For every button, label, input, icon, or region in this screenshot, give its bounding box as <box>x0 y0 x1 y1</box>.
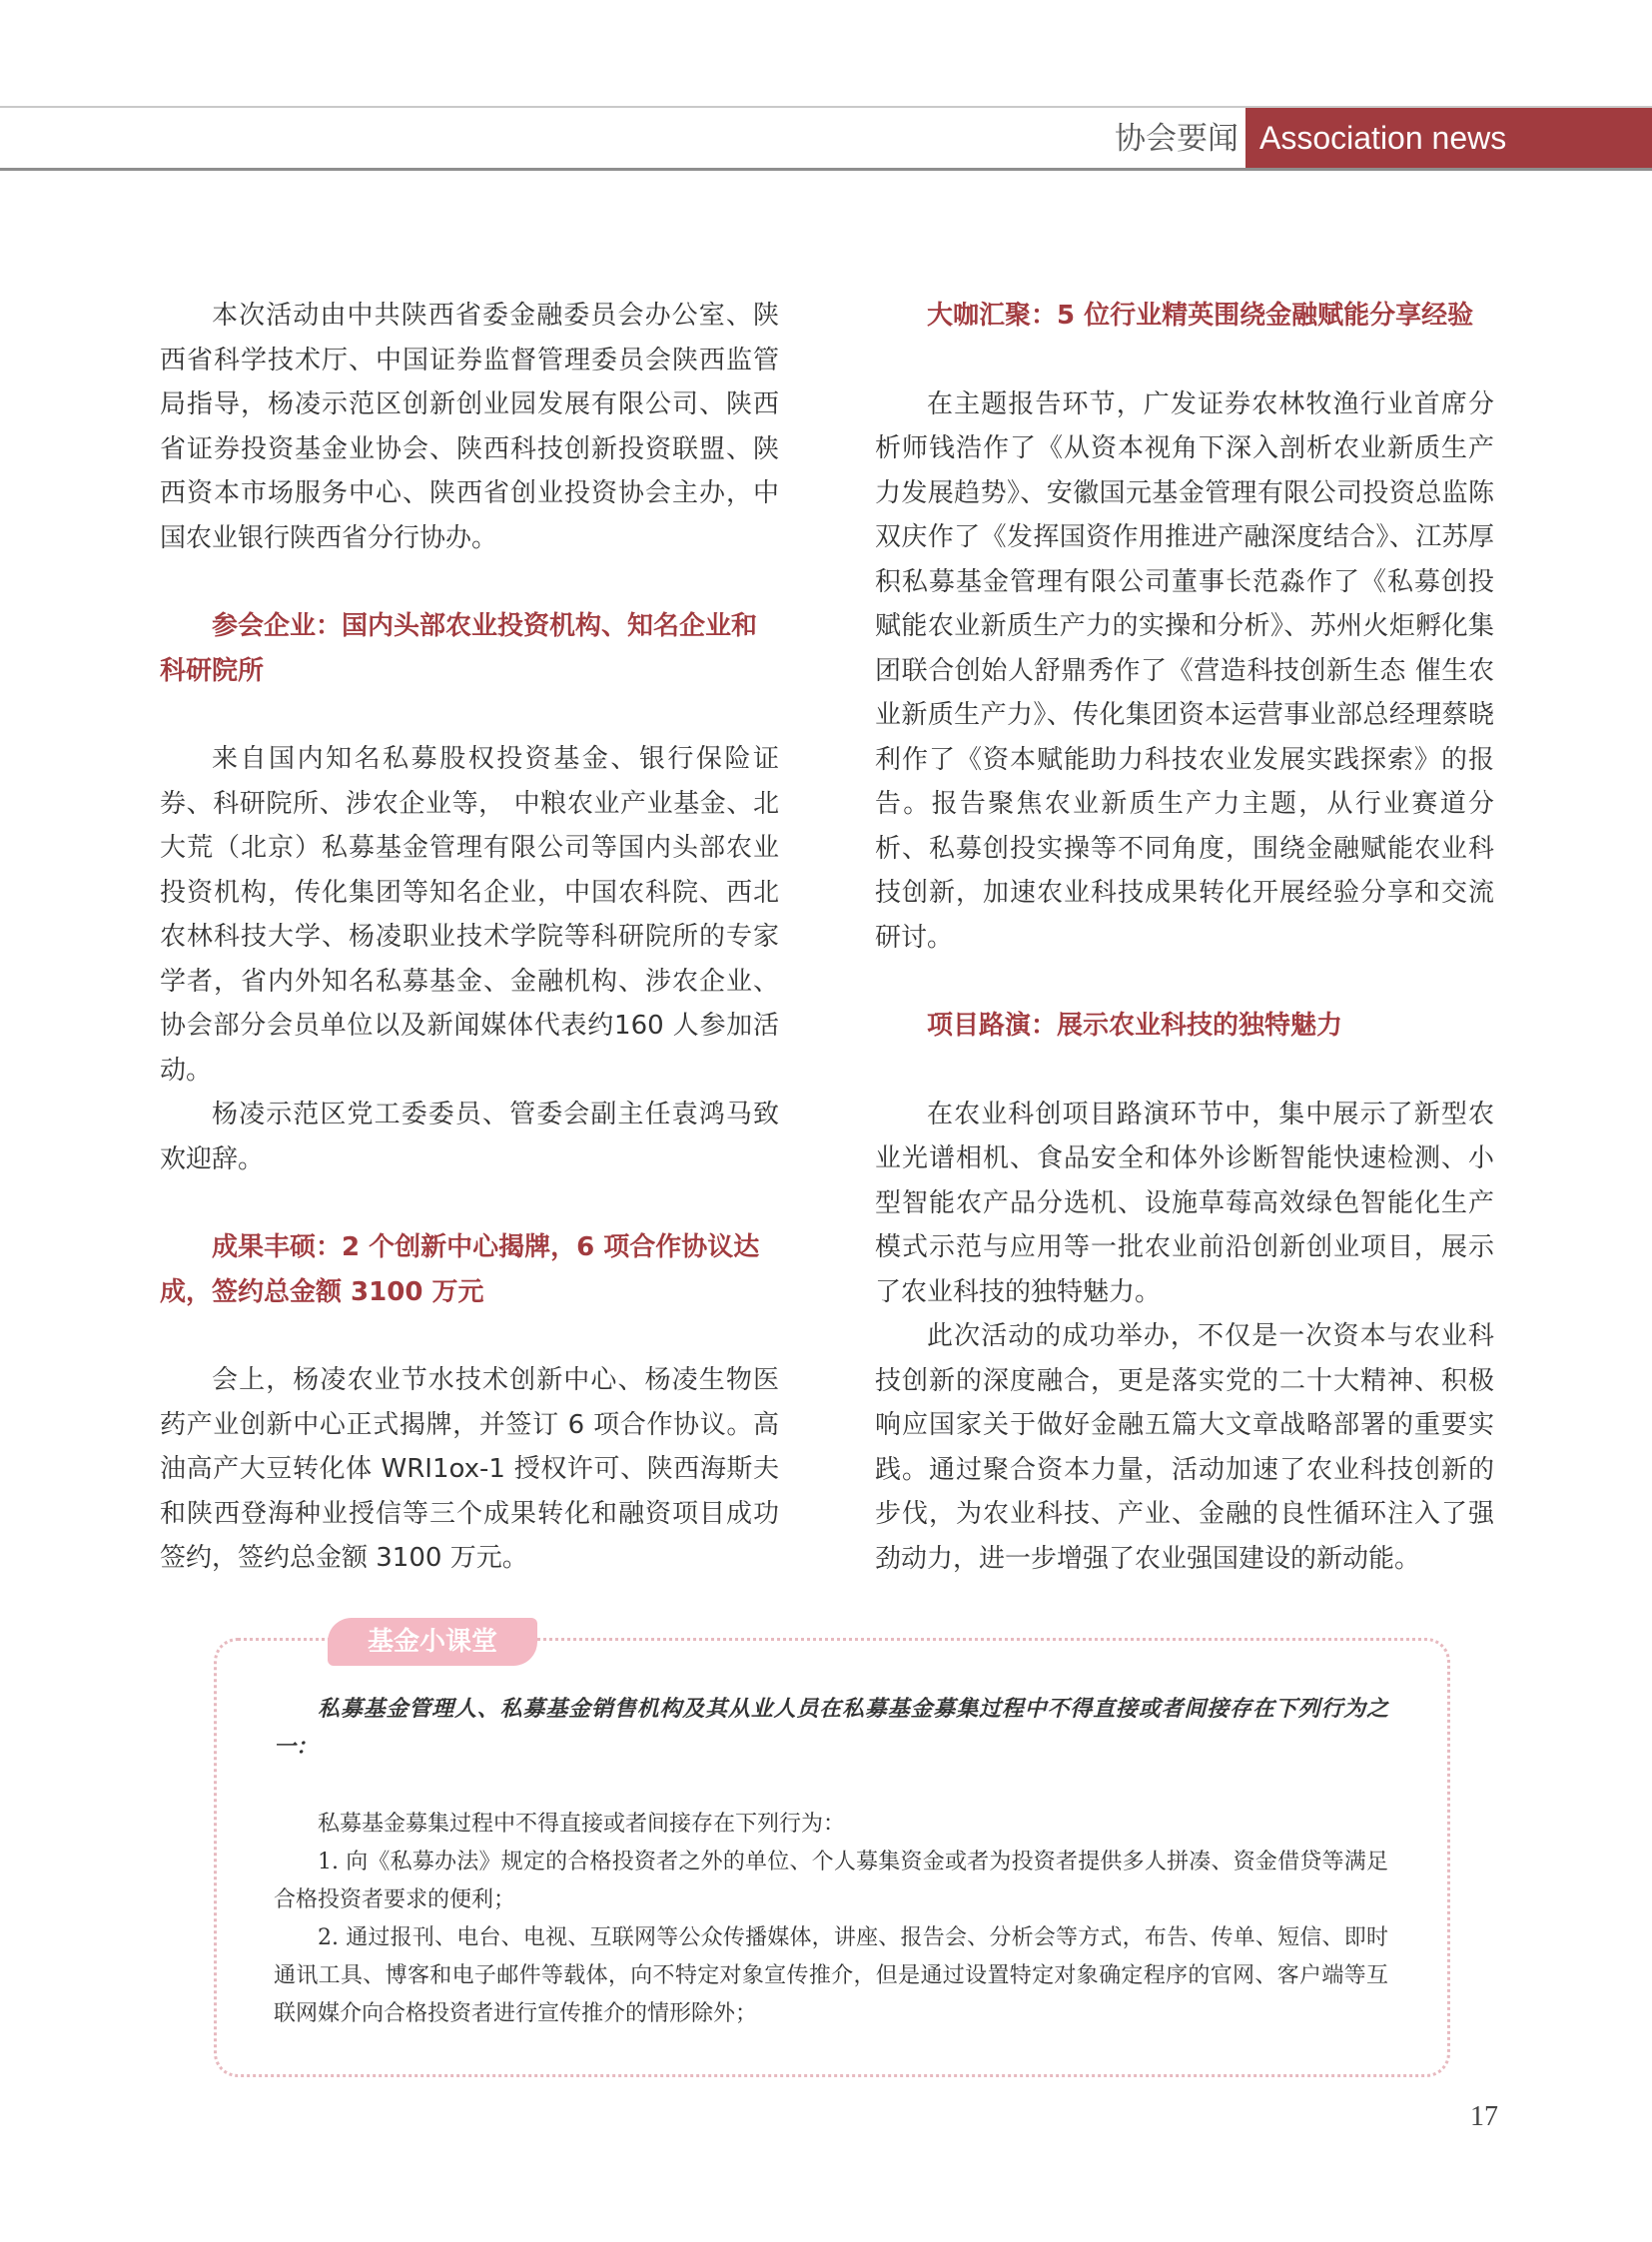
right-column <box>875 294 1494 1581</box>
spacer <box>160 1314 779 1358</box>
paragraph: 此次活动的成功举办，不仅是一次资本与农业科技创新的深度融合，更是落实党的二十大精神、积极响应国家关于做好金融五篇大文章战略部署的重要实践。通过聚合资本力量，活动加速了农业科技创新的步伐，为农业科技、产业、金融的良性循环注入了强劲动力，进一步增强了农业强国建设的新动能。 <box>875 1321 1494 1574</box>
paragraph: 本次活动由中共陕西省委金融委员会办公室、陕西省科学技术厅、中国证券监督管理委员会陕西监管局指导，杨凌示范区创新创业园发展有限公司、陕西省证券投资基金业协会、陕西科技创新投资联盟、陕西资本市场服务中心、陕西省创业投资协会主办，中国农业银行陕西省分行协办。 <box>160 301 779 553</box>
paragraph: 会上，杨凌农业节水技术创新中心、杨凌生物医药产业创新中心正式揭牌，并签订 6 项合作协议。高油高产大豆转化体 WRI1ox-1 授权许可、陕西海斯夫和陕西登海种业授信等三个成果转化和融资项目成功签约，签约总金额 3100 万元。 <box>160 1365 779 1573</box>
section-heading: 大咖汇聚：5 位行业精英围绕金融赋能分享经验 <box>927 301 1474 331</box>
section-heading: 参会企业：国内头部农业投资机构、知名企业和科研院所 <box>160 611 758 686</box>
list-item: 私募基金募集过程中不得直接或者间接存在下列行为： <box>318 1812 846 1837</box>
page-number: 17 <box>1470 2101 1498 2132</box>
paragraph: 来自国内知名私募股权投资基金、银行保险证券、科研院所、涉农企业等， 中粮农业产业基金、北大荒（北京）私募基金管理有限公司等国内头部农业投资机构，传化集团等知名企业，中国农科院、西北农林科技大学、杨凌职业技术学院等科研院所的专家学者，省内外知名私募基金、金融机构、涉农企业、协会部分会员单位以及新闻媒体代表约160 人参加活动。 <box>160 744 779 1086</box>
header-rule-bottom <box>0 168 1652 171</box>
spacer <box>875 339 1494 382</box>
spacer <box>160 560 779 604</box>
section-title-cn: 协会要闻 <box>1115 121 1239 157</box>
list-item: 2. 通过报刊、电台、电视、互联网等公众传播媒体，讲座、报告会、分析会等方式，布告、传单、短信、即时通讯工具、博客和电子邮件等载体，向不特定对象宣传推介，但是通过设置特定对象确定程序的官网、客户端等互联网媒介向合格投资者进行宣传推介的情形除外； <box>274 1925 1388 2026</box>
spacer <box>160 1181 779 1225</box>
list-item: 1. 向《私募办法》规定的合格投资者之外的单位、个人募集资金或者为投资者提供多人拼凑、资金借贷等满足合格投资者要求的便利； <box>274 1850 1388 1912</box>
spacer <box>875 1049 1494 1093</box>
section-heading: 成果丰硕：2 个创新中心揭牌，6 项合作协议达成，签约总金额 3100 万元 <box>160 1232 760 1307</box>
info-box-body <box>274 1806 1388 2033</box>
paragraph: 在农业科创项目路演环节中，集中展示了新型农业光谱相机、食品安全和体外诊断智能快速检测、小型智能农产品分选机、设施草莓高效绿色智能化生产模式示范与应用等一批农业前沿创新创业项目，展示了农业科技的独特魅力。 <box>875 1099 1494 1307</box>
info-box-lead: 私募基金管理人、私募基金销售机构及其从业人员在私募基金募集过程中不得直接或者间接存在下列行为之一： <box>274 1696 1388 1760</box>
spacer <box>160 693 779 737</box>
info-box-tag: 基金小课堂 <box>328 1618 537 1666</box>
paragraph: 杨凌示范区党工委委员、管委会副主任袁鸿马致欢迎辞。 <box>160 1100 779 1174</box>
paragraph: 在主题报告环节，广发证券农林牧渔行业首席分析师钱浩作了《从资本视角下深入剖析农业新质生产力发展趋势》、安徽国元基金管理有限公司投资总监陈双庆作了《发挥国资作用推进产融深度结合》、江苏厚积私募基金管理有限公司董事长范淼作了《私募创投赋能农业新质生产力的实操和分析》、苏州火炬孵化集团联合创始人舒鼎秀作了《营造科技创新生态 催生农业新质生产力》、传化集团资本运营事业部总经理蔡晓利作了《资本赋能助力科技农业发展实践探索》的报告。报告聚焦农业新质生产力主题，从行业赛道分析、私募创投实操等不同角度，围绕金融赋能农业科技创新，加速农业科技成果转化开展经验分享和交流研讨。 <box>875 388 1494 953</box>
section-title-en: Association news <box>1245 108 1652 168</box>
spacer <box>875 960 1494 1004</box>
left-column <box>160 294 779 1581</box>
section-heading: 项目路演：展示农业科技的独特魅力 <box>927 1011 1343 1041</box>
